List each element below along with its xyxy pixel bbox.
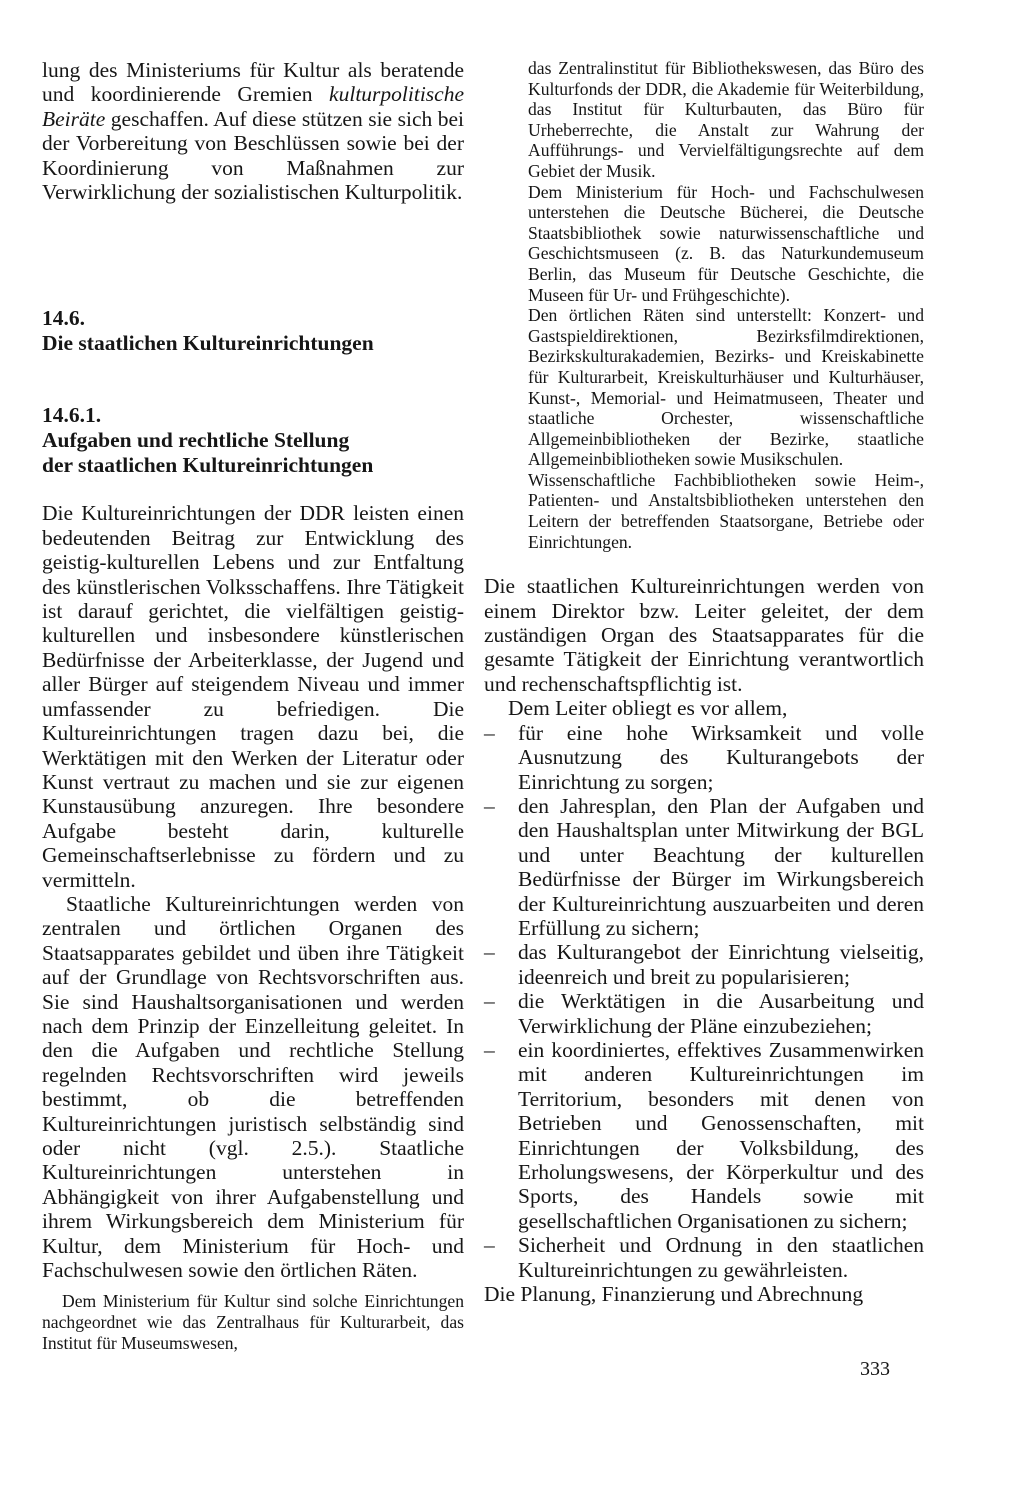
small-paragraph-1: Dem Ministerium für Kultur sind solche Einrichtungen nachgeordnet wie das Zentralhaus für Kulturarbeit, das Institut für Museumswesen, <box>42 1291 464 1353</box>
page-number: 333 <box>860 1358 890 1380</box>
dash-marker: – <box>484 940 495 965</box>
small-paragraph-2: Dem Ministerium für Hoch- und Fachschulwesen unterstehen die Deutsche Bücherei, die Deutsche Staatsbibliothek sowie naturwissenschaftliche und Geschichtsmuseen (z. B. das Naturkundemuseum Berlin, das Museum für Deutsche Geschichte, die Museen für Ur- und Frühgeschichte). <box>528 181 924 305</box>
list-item-text: Sicherheit und Ordnung in den staatlichen Kultureinrichtungen zu gewährleisten. <box>518 1233 924 1282</box>
small-paragraph-continued: das Zentralinstitut für Bibliothekswesen, das Büro des Kulturfonds der DDR, die Akademie für Weiterbildung, das Institut für Kulturbauten, das Büro für Urheberrechte, die Anstalt zur Wahrung der Aufführungs- und Vervielfältigungsrechte auf dem Gebiet der Musik. <box>528 58 924 181</box>
list-item <box>484 940 924 989</box>
paragraph-top-emphasis: kulturpolitische Beiräte <box>42 82 464 131</box>
dash-marker: – <box>484 720 495 745</box>
subsection-title-line-1: Aufgaben und rechtliche Stellung <box>42 428 350 453</box>
paragraph-1: Die Kultureinrichtungen der DDR leisten einen bedeutenden Beitrag zur Entwicklung des geistig-kulturellen Lebens und zur Entfaltung des künstlerischen Volksschaffens. Ihre Tätigkeit ist darauf gerichtet, die vielfältigen geistig-kulturellen und insbesondere künstlerischen Bedürfnisse der Arbeiterklasse, der Jugend und aller Bürger auf steigendem Niveau und immer umfassender zu befriedigen. Die Kultureinrichtungen tragen dazu bei, die Werktätigen mit den Werken der Literatur oder Kunst vertraut zu machen und sie zur eigenen Kunstausübung anzuregen. Ihre besondere Aufgabe besteht darin, kulturelle Gemeinschaftserlebnisse zu fördern und zu vermitteln. <box>42 501 464 892</box>
list-item <box>484 1233 924 1282</box>
paragraph-top-text-end: geschaffen. Auf diese stützen sie sich bei der Vorbereitung von Beschlüssen sowie bei der Koordinierung von Maßnahmen zur Verwirklichung der sozialistischen Kulturpolitik. <box>42 106 464 205</box>
dash-marker: – <box>484 1037 495 1062</box>
dash-marker: – <box>484 989 495 1014</box>
list-item <box>484 721 924 794</box>
small-paragraph-4: Wissenschaftliche Fachbibliotheken sowie Heim-, Patienten- und Anstaltsbibliotheken unterstehen den Leitern der betreffenden Staatsorgane, Betriebe oder Einrichtungen. <box>528 469 924 552</box>
small-paragraph-3: Den örtlichen Räten sind unterstellt: Konzert- und Gastspieldirektionen, Bezirksfilmdirektionen, Bezirkskulturakademien, Bezirks- und Kreiskabinette für Kulturarbeit, Kreiskulturhäuser und Kulturhäuser, Kunst-, Memorial- und Heimatmuseen, Theater und staatliche Orchester, wissenschaftliche Allgemeinbibliotheken der Bezirke, staatliche Allgemeinbibliotheken sowie Musikschulen. <box>528 305 924 470</box>
paragraph-2: Staatliche Kultureinrichtungen werden von zentralen und örtlichen Organen des Staatsapparates gebildet und üben ihre Tätigkeit auf der Grundlage von Rechtsvorschriften aus. Sie sind Haushaltsorganisationen und werden nach dem Prinzip der Einzelleitung geleitet. In den die Aufgaben und rechtliche Stellung regelnden Rechtsvorschriften wird jeweils bestimmt, ob die betreffenden Kultureinrichtungen juristisch selbständig sind oder nicht (vgl. 2.5.). Staatliche Kultureinrichtungen unterstehen in Abhängigkeit von ihrer Aufgabenstellung und ihrem Wirkungsbereich dem Ministerium für Kultur, dem Ministerium für Hoch- und Fachschulwesen sowie den örtlichen Räten. <box>42 891 464 1283</box>
paragraph-3: Die staatlichen Kultureinrichtungen werden von einem Direktor bzw. Leiter geleitet, der dem zuständigen Organ des Staatsapparates für die gesamte Tätigkeit der Einrichtung verantwortlich und rechenschaftspflichtig ist. <box>484 574 924 696</box>
paragraph-top-text: lung des Ministeriums für Kultur als beratende und koordinierende Gremien <box>42 58 464 107</box>
list-item-text: die Werktätigen in die Ausarbeitung und Verwirklichung der Pläne einzubeziehen; <box>518 989 924 1038</box>
list-item-text: das Kulturangebot der Einrichtung vielseitig, ideenreich und breit zu popularisieren; <box>518 940 924 989</box>
subsection-title-line-2: der staatlichen Kultureinrichtungen <box>42 453 374 478</box>
right-column <box>484 58 924 1306</box>
list-item <box>484 794 924 940</box>
paragraph-top <box>42 58 464 204</box>
list-intro: Dem Leiter obliegt es vor allem, <box>508 696 788 721</box>
dash-marker: – <box>484 793 495 818</box>
left-column <box>42 58 464 1353</box>
section-title: Die staatlichen Kultureinrichtungen <box>42 331 374 356</box>
last-line: Die Planung, Finanzierung und Abrechnung <box>484 1282 864 1307</box>
list-item <box>484 1038 924 1233</box>
list-item-text: den Jahresplan, den Plan der Aufgaben und den Haushaltsplan unter Mitwirkung der BGL und unter Beachtung der kulturellen Bedürfnisse der Bürger im Wirkungsbereich der Kultureinrichtung auszuarbeiten und deren Erfüllung zu sichern; <box>518 793 924 940</box>
dash-marker: – <box>484 1233 495 1258</box>
small-print-block <box>484 58 924 552</box>
list-item-text: ein koordiniertes, effektives Zusammenwirken mit anderen Kultureinrichtungen im Territorium, besonders mit denen von Betrieben und Genossenschaften, mit Einrichtungen der Volksbildung, des Erholungswesens, der Körperkultur und des Sports, des Handels sowie mit gesellschaftlichen Organisationen zu sichern; <box>518 1037 924 1233</box>
list-item-text: für eine hohe Wirksamkeit und volle Ausnutzung des Kulturangebots der Einrichtung zu sorgen; <box>518 720 924 794</box>
list-item <box>484 989 924 1038</box>
duty-list <box>484 721 924 1282</box>
section-number: 14.6. <box>42 306 85 331</box>
subsection-number: 14.6.1. <box>42 403 102 428</box>
